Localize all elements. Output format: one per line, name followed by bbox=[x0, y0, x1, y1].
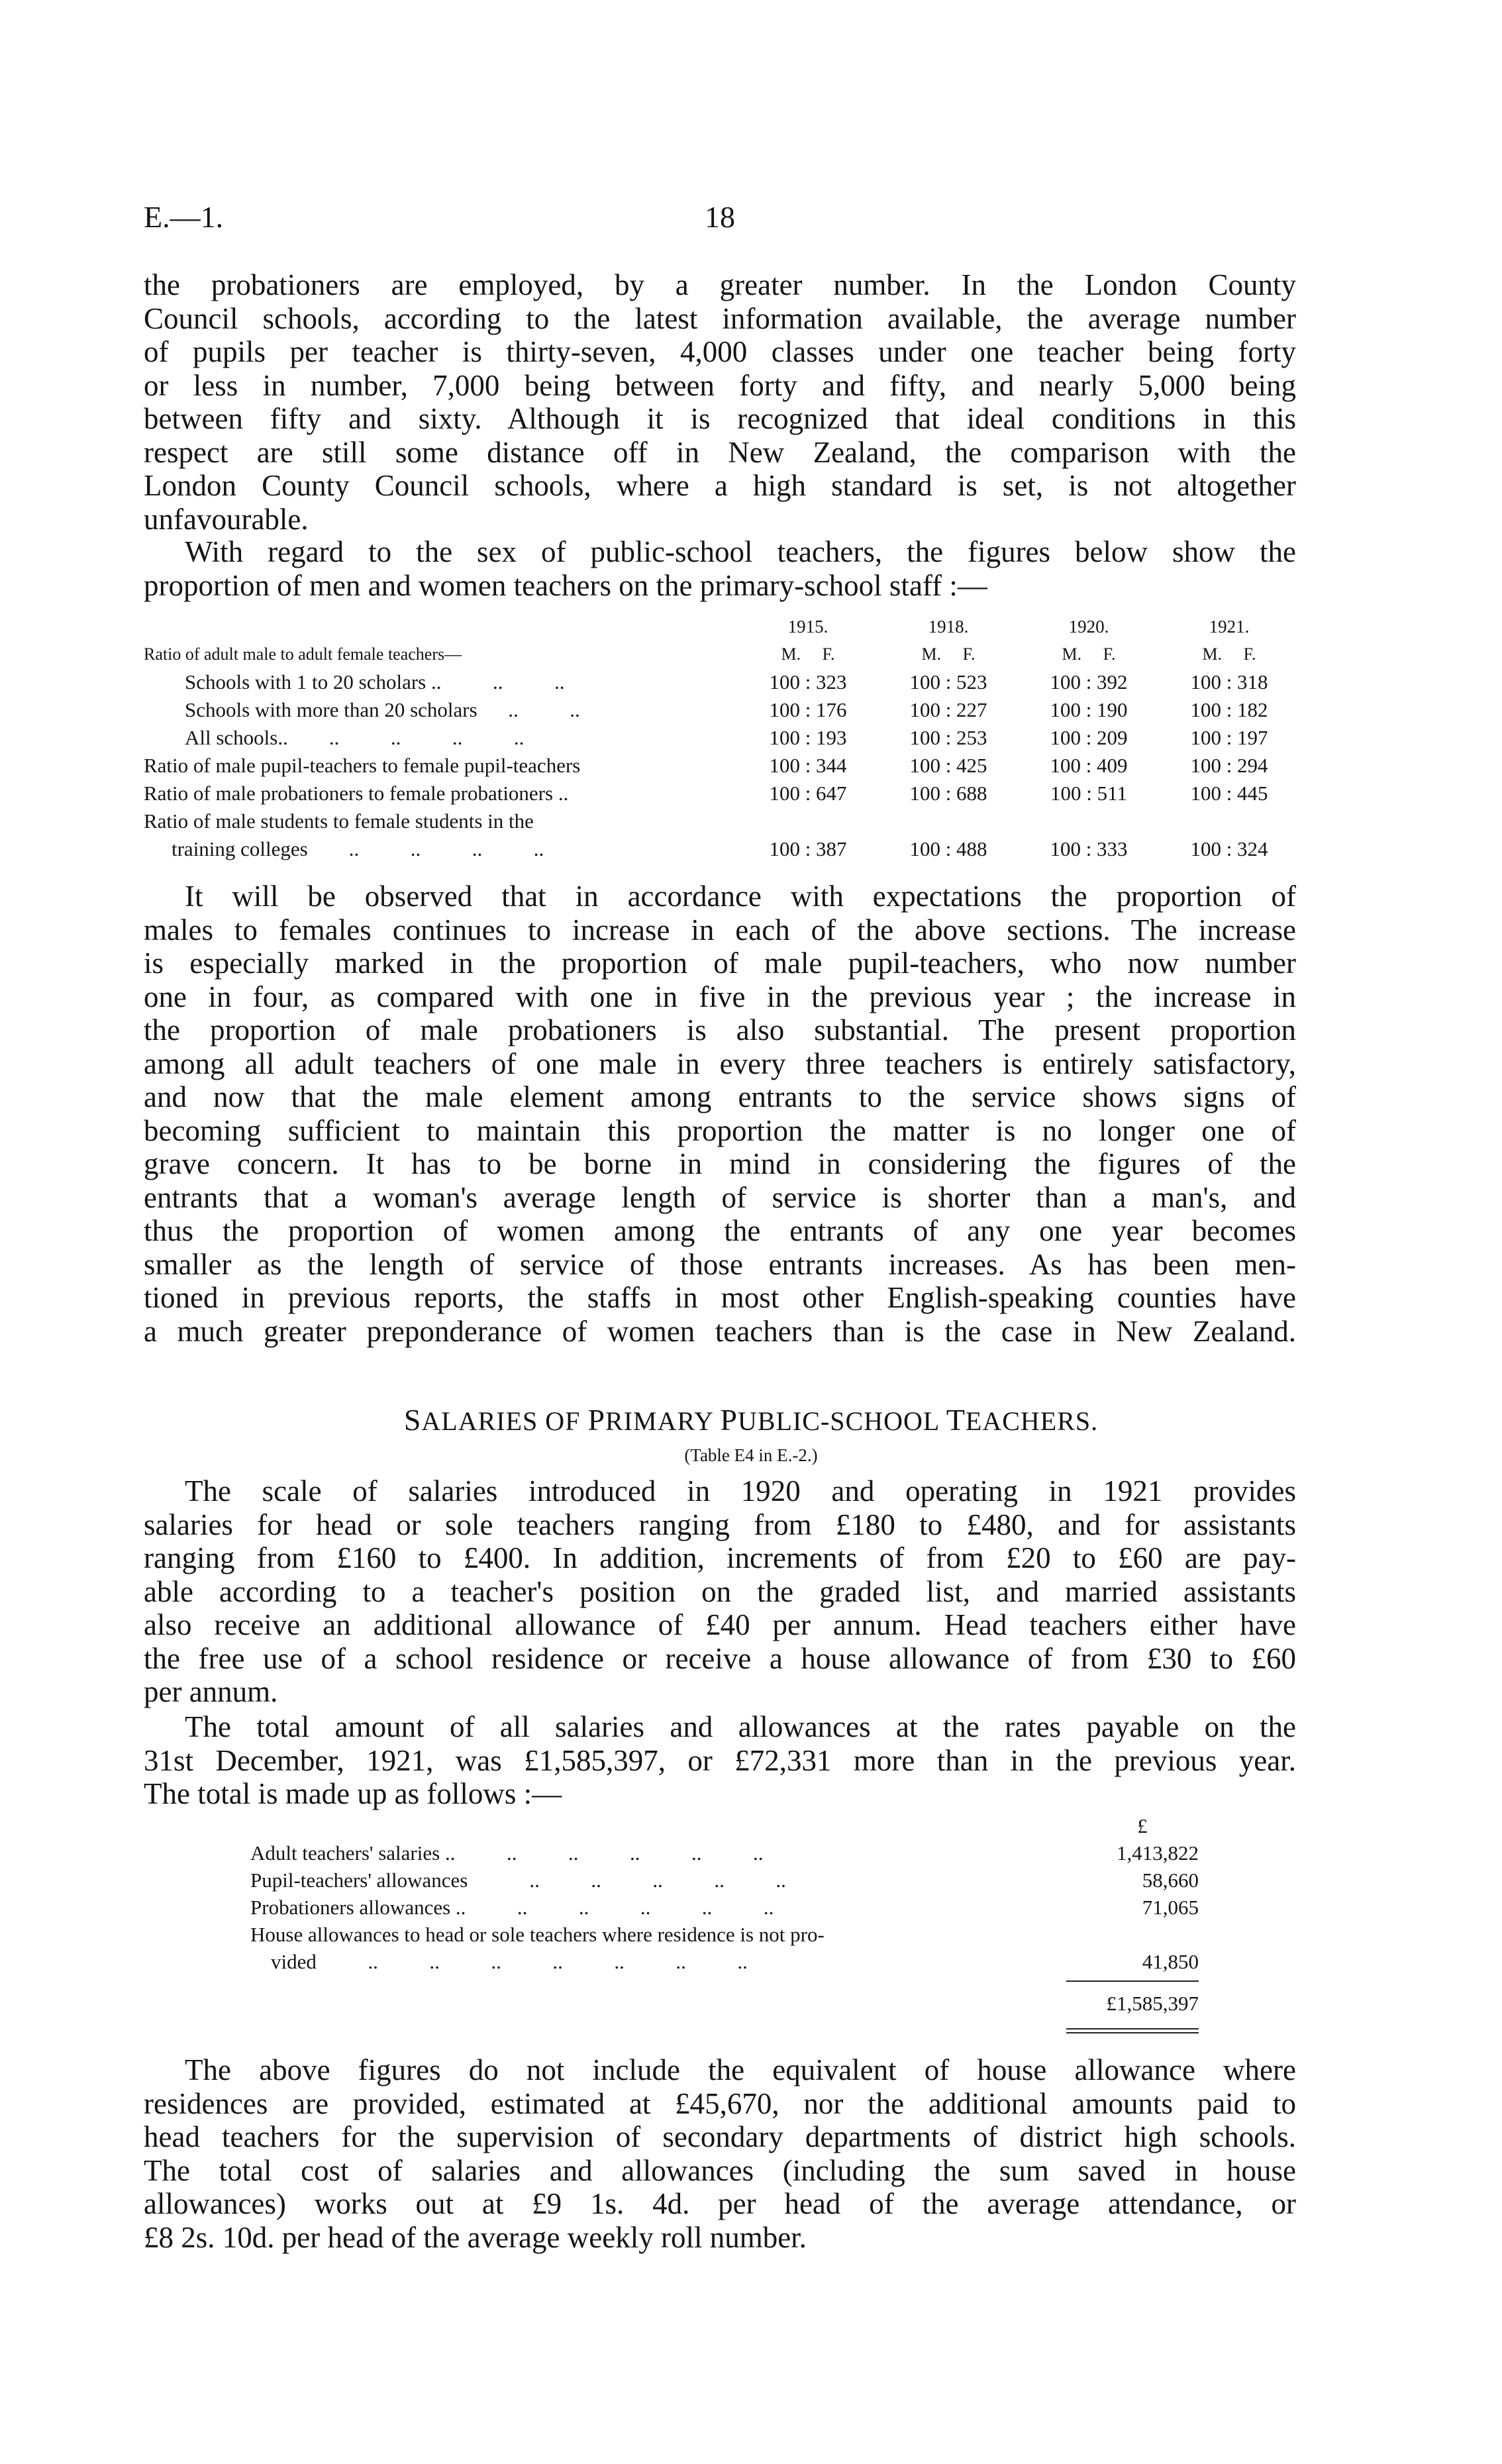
ratio-value: 100 : 344 bbox=[769, 754, 847, 777]
salary-total: £1,585,397 bbox=[1106, 1992, 1199, 2015]
text-line: proportion of men and women teachers on the primary-school staff :— bbox=[144, 568, 987, 602]
paragraph-sex-of-teachers bbox=[144, 535, 1296, 602]
row-label: Schools with 1 to 20 scholars .. .. .. bbox=[185, 670, 565, 693]
ratio-value: 100 : 445 bbox=[1190, 782, 1268, 805]
subtotal-rule bbox=[1066, 1980, 1199, 1982]
paragraph-observations bbox=[144, 880, 1296, 1348]
text-line: With regard to the sex of public-school teachers, the figures below show the bbox=[185, 535, 1296, 568]
text-line: unfavourable. bbox=[144, 502, 309, 536]
salary-item-amount: 71,065 bbox=[1142, 1896, 1199, 1919]
text-line: a much greater preponderance of women teachers than is the case in New Zealand. bbox=[144, 1314, 1296, 1348]
text-line: allowances) works out at £9 1s. 4d. per head of the average attendance, or bbox=[144, 2187, 1296, 2220]
row-label: Ratio of male pupil-teachers to female pupil-teachers bbox=[144, 754, 581, 777]
salary-item-label: Probationers allowances .. .. .. .. .. .. bbox=[250, 1896, 774, 1919]
salary-item bbox=[250, 1839, 1199, 1867]
ratio-value: 100 : 176 bbox=[769, 698, 847, 721]
text-line: and now that the male element among entrants to the service shows signs of bbox=[144, 1080, 1296, 1113]
ratio-value bbox=[1159, 807, 1299, 835]
text-line: London County Council schools, where a high standard is set, is not altogether bbox=[144, 469, 1296, 502]
text-line: thus the proportion of women among the entrants of any one year becomes bbox=[144, 1214, 1296, 1247]
row-label: training colleges .. .. .. .. bbox=[172, 837, 544, 860]
text-line: per annum. bbox=[144, 1675, 278, 1708]
salary-total-row bbox=[250, 1990, 1199, 2017]
salary-item-label: vided .. .. .. .. .. .. .. bbox=[250, 1950, 748, 1973]
text-line: salaries for head or sole teachers ranging from £180 to £480, and for assistants bbox=[144, 1508, 1296, 1541]
table-row bbox=[144, 696, 1299, 724]
mf-header: M. F. bbox=[1062, 644, 1116, 664]
paragraph-salary-scale bbox=[144, 1474, 1296, 1709]
salary-item-amount: 1,413,822 bbox=[1117, 1841, 1199, 1865]
document-code: E.—1. bbox=[144, 200, 224, 234]
ratio-value: 100 : 425 bbox=[909, 754, 987, 777]
text-line: the free use of a school residence or receive a house allowance of from £30 to £60 bbox=[144, 1641, 1296, 1675]
ratio-value bbox=[738, 807, 878, 835]
text-line: Council schools, according to the latest information available, the average number bbox=[144, 301, 1296, 335]
row-label: Ratio of male students to female students in the bbox=[144, 809, 534, 833]
ratio-value: 100 : 688 bbox=[909, 782, 987, 805]
text-line: able according to a teacher's position on the graded list, and married assistants bbox=[144, 1574, 1296, 1608]
ratio-value: 100 : 193 bbox=[769, 726, 847, 749]
ratio-value: 100 : 318 bbox=[1190, 670, 1268, 693]
section-subheading: (Table E4 in E.-2.) bbox=[684, 1445, 818, 1465]
salary-breakdown-table bbox=[250, 1812, 1199, 1975]
teacher-sex-ratio-table bbox=[144, 613, 1299, 863]
text-line: ranging from £160 to £400. In addition, increments of from £20 to £60 are pay- bbox=[144, 1541, 1296, 1574]
text-line: the proportion of male probationers is also substantial. The present proportion bbox=[144, 1013, 1296, 1047]
ratio-value: 100 : 647 bbox=[769, 782, 847, 805]
salary-item bbox=[250, 1894, 1199, 1921]
group-label: Ratio of adult male to adult female teachers— bbox=[144, 644, 462, 664]
text-line: of pupils per teacher is thirty-seven, 4,000 classes under one teacher being forty bbox=[144, 335, 1296, 368]
section-heading-salaries: SALARIES OF PRIMARY PUBLIC-SCHOOL TEACHERS. bbox=[403, 1403, 1099, 1437]
text-line: becoming sufficient to maintain this proportion the matter is no longer one of bbox=[144, 1113, 1296, 1147]
text-line: or less in number, 7,000 being between forty and fifty, and nearly 5,000 being bbox=[144, 368, 1296, 402]
text-line: respect are still some distance off in New Zealand, the comparison with the bbox=[144, 435, 1296, 469]
total-double-rule bbox=[1066, 2032, 1199, 2033]
text-line: grave concern. It has to be borne in mind in considering the figures of the bbox=[144, 1147, 1296, 1180]
ratio-value: 100 : 197 bbox=[1190, 726, 1268, 749]
table-row bbox=[144, 641, 1299, 668]
text-line: The total cost of salaries and allowances (including the sum saved in house bbox=[144, 2153, 1296, 2187]
salary-item-label: Pupil-teachers' allowances .. .. .. .. .. bbox=[250, 1869, 786, 1892]
year-header: 1918. bbox=[928, 617, 969, 637]
text-line: among all adult teachers of one male in every three teachers is entirely satisfactory, bbox=[144, 1047, 1296, 1080]
text-line: £8 2s. 10d. per head of the average weekly roll number. bbox=[144, 2220, 807, 2254]
ratio-value: 100 : 209 bbox=[1050, 726, 1128, 749]
ratio-value: 100 : 253 bbox=[909, 726, 987, 749]
year-header: 1915. bbox=[787, 617, 828, 637]
text-line: 31st December, 1921, was £1,585,397, or £72,331 more than in the previous year. bbox=[144, 1743, 1296, 1777]
ratio-value bbox=[1019, 807, 1159, 835]
text-line: between fifty and sixty. Although it is recognized that ideal conditions in this bbox=[144, 402, 1296, 435]
ratio-value: 100 : 409 bbox=[1050, 754, 1128, 777]
mf-header: M. F. bbox=[781, 644, 835, 664]
text-line: The total amount of all salaries and allowances at the rates payable on the bbox=[185, 1710, 1296, 1743]
paragraph-class-sizes bbox=[144, 268, 1296, 536]
paragraph-total-amount bbox=[144, 1710, 1296, 1811]
blank-cell bbox=[144, 613, 738, 641]
salary-item bbox=[250, 1867, 1199, 1894]
page-header bbox=[144, 199, 1296, 238]
ratio-value: 100 : 511 bbox=[1050, 782, 1127, 805]
row-label: Ratio of male probationers to female probationers .. bbox=[144, 782, 569, 805]
text-line: The above figures do not include the equivalent of house allowance where bbox=[185, 2053, 1296, 2086]
table-row bbox=[144, 613, 1299, 641]
total-double-rule bbox=[1066, 2028, 1199, 2029]
ratio-value: 100 : 227 bbox=[909, 698, 987, 721]
text-line: tioned in previous reports, the staffs in most other English-speaking counties have bbox=[144, 1281, 1296, 1314]
year-header: 1920. bbox=[1068, 617, 1109, 637]
text-line: smaller as the length of service of those entrants increases. As has been men- bbox=[144, 1247, 1296, 1281]
paragraph-cost-per-head bbox=[144, 2053, 1296, 2254]
mf-header: M. F. bbox=[1202, 644, 1256, 664]
text-line: one in four, as compared with one in five in the previous year ; the increase in bbox=[144, 980, 1296, 1013]
text-line: also receive an additional allowance of £40 per annum. Head teachers either have bbox=[144, 1608, 1296, 1641]
text-line: The total is made up as follows :— bbox=[144, 1777, 562, 1810]
text-line: It will be observed that in accordance with expectations the proportion of bbox=[185, 880, 1296, 913]
text-line: The scale of salaries introduced in 1920 and operating in 1921 provides bbox=[185, 1474, 1296, 1508]
text-line: entrants that a woman's average length of service is shorter than a man's, and bbox=[144, 1180, 1296, 1214]
row-label: Schools with more than 20 scholars .. .. bbox=[185, 698, 580, 721]
text-line: residences are provided, estimated at £45,670, nor the additional amounts paid to bbox=[144, 2086, 1296, 2120]
text-line: is especially marked in the proportion of male pupil-teachers, who now number bbox=[144, 947, 1296, 980]
salary-item bbox=[250, 1921, 1199, 1948]
salary-item-amount: 41,850 bbox=[1142, 1950, 1199, 1973]
ratio-value: 100 : 488 bbox=[909, 837, 987, 860]
ratio-value: 100 : 387 bbox=[769, 837, 847, 860]
table-row bbox=[144, 807, 1299, 835]
table-row bbox=[144, 752, 1299, 780]
salary-item-amount: 58,660 bbox=[1142, 1869, 1199, 1892]
table-row bbox=[144, 835, 1299, 863]
salary-item-label: Adult teachers' salaries .. .. .. .. .. .. bbox=[250, 1841, 764, 1865]
year-header: 1921. bbox=[1209, 617, 1250, 637]
ratio-value: 100 : 294 bbox=[1190, 754, 1268, 777]
salary-item-label: House allowances to head or sole teachers where residence is not pro- bbox=[250, 1923, 825, 1946]
ratio-value bbox=[878, 807, 1019, 835]
currency-header: £ bbox=[1137, 1814, 1148, 1837]
table-row bbox=[144, 724, 1299, 752]
text-line: head teachers for the supervision of secondary departments of district high schools. bbox=[144, 2120, 1296, 2153]
mf-header: M. F. bbox=[921, 644, 976, 664]
ratio-value: 100 : 392 bbox=[1050, 670, 1128, 693]
ratio-value: 100 : 182 bbox=[1190, 698, 1268, 721]
ratio-value: 100 : 324 bbox=[1190, 837, 1268, 860]
text-line: males to females continues to increase in each of the above sections. The increase bbox=[144, 913, 1296, 947]
ratio-value: 100 : 323 bbox=[769, 670, 847, 693]
salary-item bbox=[250, 1948, 1199, 1975]
table-row bbox=[144, 780, 1299, 807]
row-label: All schools.. .. .. .. .. bbox=[185, 726, 525, 749]
ratio-value: 100 : 523 bbox=[909, 670, 987, 693]
table-row bbox=[144, 668, 1299, 696]
ratio-value: 100 : 190 bbox=[1050, 698, 1128, 721]
ratio-value: 100 : 333 bbox=[1050, 837, 1128, 860]
page-number: 18 bbox=[705, 200, 735, 234]
salary-item-amount bbox=[1086, 1921, 1199, 1948]
text-line: the probationers are employed, by a greater number. In the London County bbox=[144, 268, 1296, 301]
